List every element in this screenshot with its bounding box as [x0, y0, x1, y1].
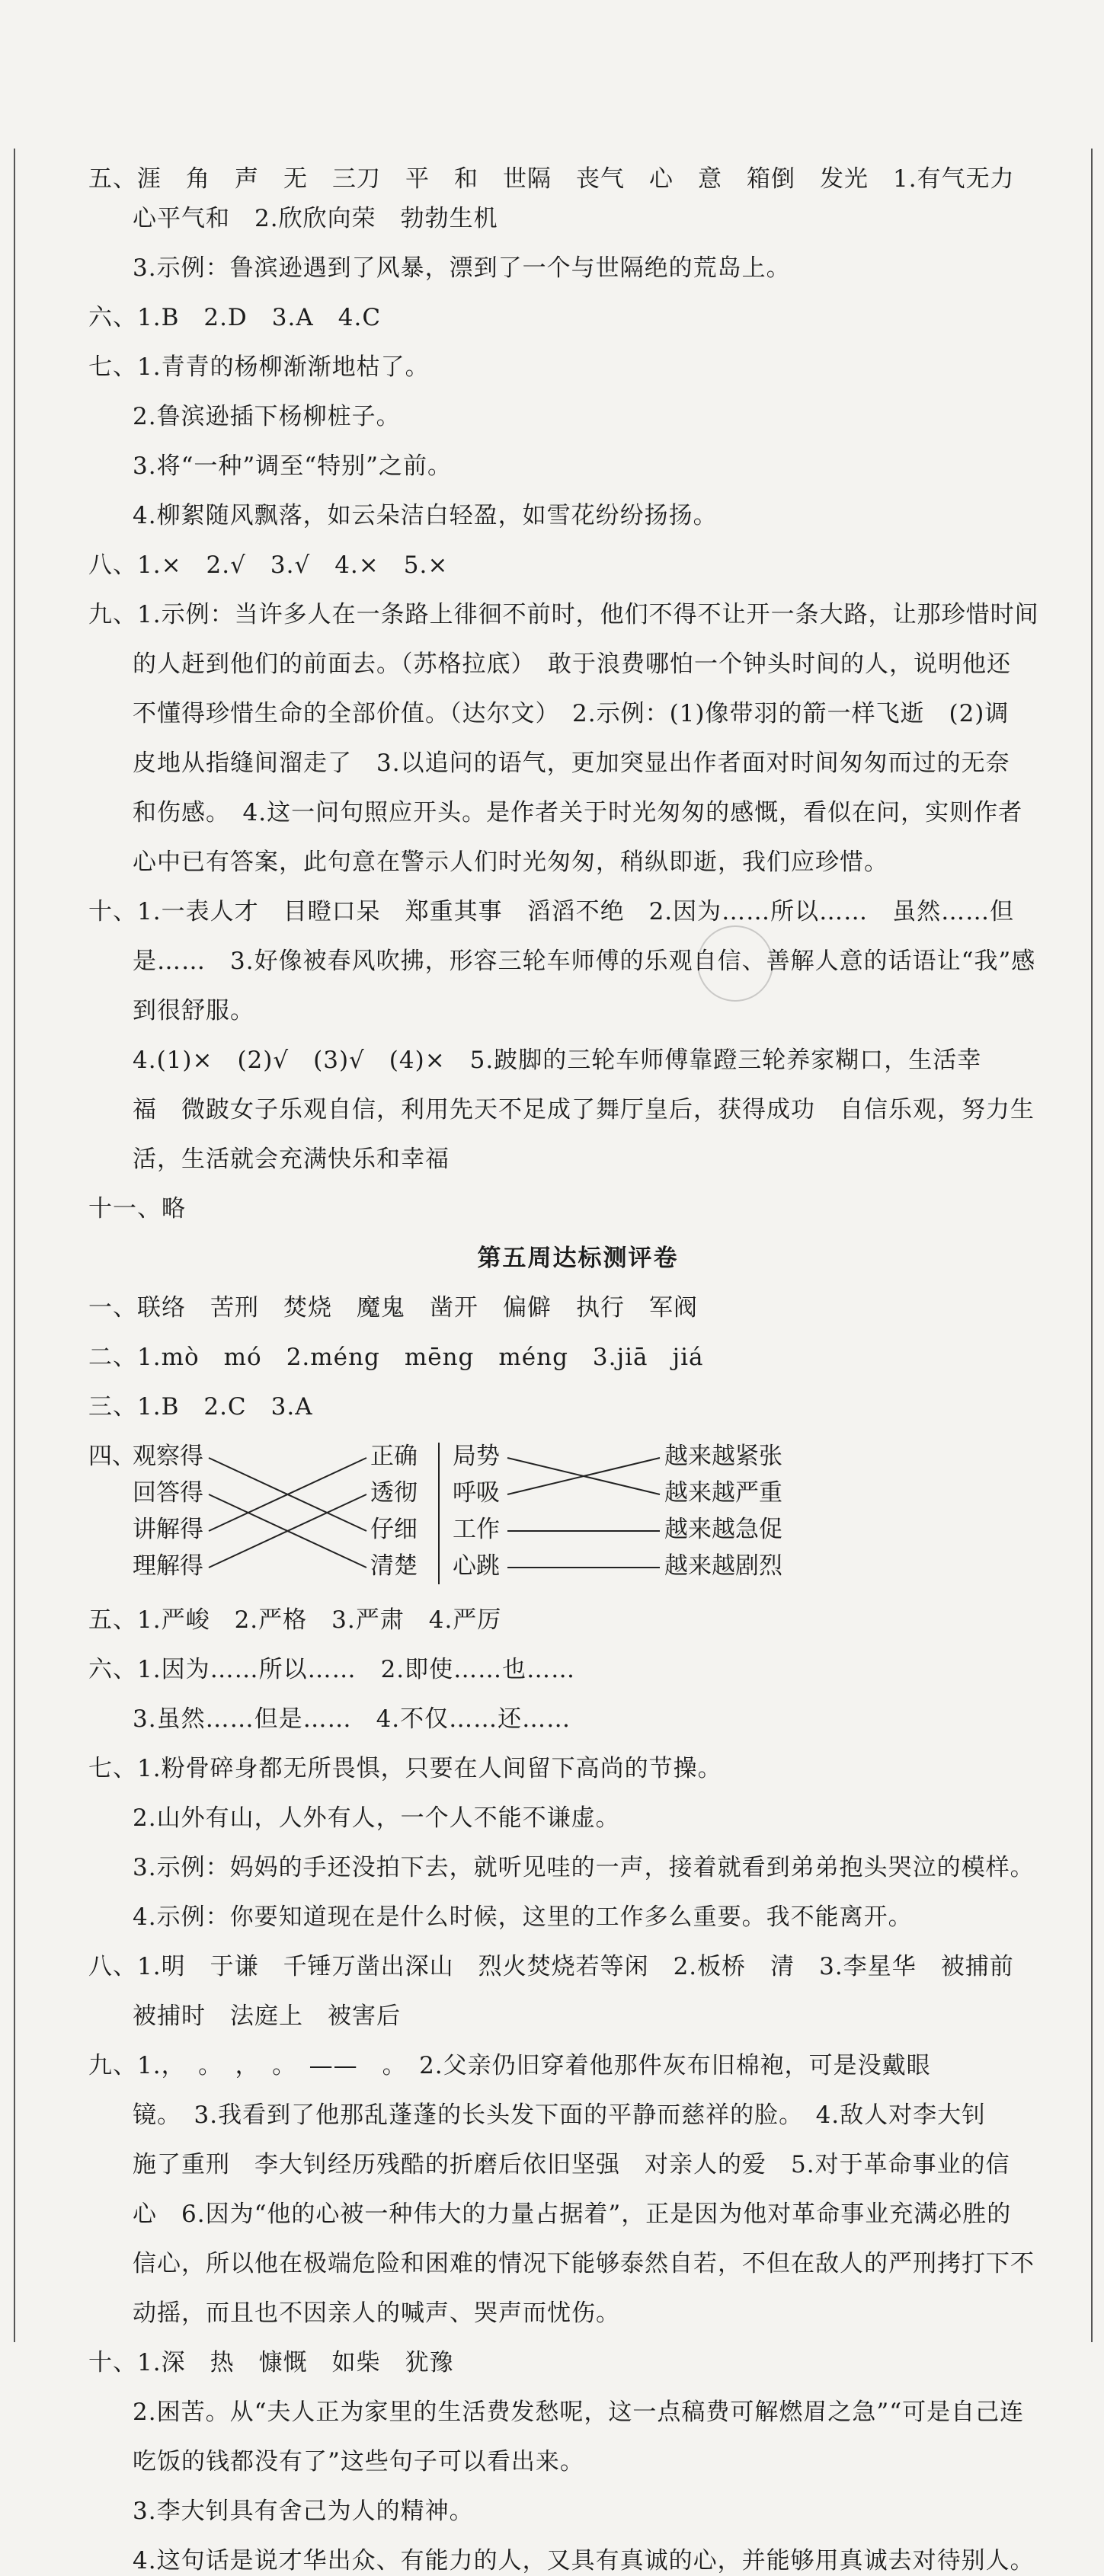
answer-line: 九、1.示例：当许多人在一条路上徘徊不前时，他们不得不让开一条大路，让那珍惜时间: [88, 601, 1039, 628]
answer-line: 七、1.粉骨碎身都无所畏惧，只要在人间留下高尚的节操。: [88, 1755, 722, 1782]
match-left-a-item: 观察得: [133, 1443, 203, 1470]
match-right-b-item: 越来越紧张: [664, 1443, 782, 1470]
match-right-b-item: 越来越急促: [664, 1516, 782, 1543]
answer-line: 七、1.青青的杨柳渐渐地枯了。: [88, 353, 430, 381]
match-right-a-item: 正确: [370, 1443, 418, 1470]
answer-line: 2.困苦。从“夫人正为家里的生活费发愁呢，这一点稿费可解燃眉之急”“可是自己连: [133, 2399, 1025, 2426]
left-border-line: [14, 149, 15, 2342]
answer-line: 心平气和 2.欣欣向荣 勃勃生机: [133, 205, 498, 232]
answer-line: 动摇，而且也不因亲人的喊声、哭声而忧伤。: [133, 2300, 620, 2327]
answer-line: 4.示例：你要知道现在是什么时候，这里的工作多么重要。我不能离开。: [133, 1903, 913, 1931]
answer-line: 镜。 3.我看到了他那乱蓬蓬的长头发下面的平静而慈祥的脸。 4.敌人对李大钊: [133, 2101, 987, 2129]
answer-line: 4.柳絮随风飘落，如云朵洁白轻盈，如雪花纷纷扬扬。: [133, 502, 718, 529]
answer-line: 十一、略: [88, 1195, 186, 1222]
answer-line: 不懂得珍惜生命的全部价值。（达尔文） 2.示例：(1)像带羽的箭一样飞逝 (2)调: [133, 700, 1010, 727]
answer-line: 3.示例：妈妈的手还没拍下去，就听见哇的一声，接着就看到弟弟抱头哭泣的模样。: [133, 1854, 1035, 1881]
answer-line: 和伤感。 4.这一问句照应开头。是作者关于时光匆匆的感慨，看似在问，实则作者: [133, 799, 1023, 826]
match-left-a-item: 回答得: [133, 1479, 203, 1507]
answer-line: 十、1.深 热 慷慨 如柴 犹豫: [88, 2349, 454, 2376]
match-right-a-item: 仔细: [370, 1516, 418, 1543]
answer-line: 施了重刑 李大钊经历残酷的折磨后依旧坚强 对亲人的爱 5.对于革命事业的信: [133, 2151, 1010, 2178]
section-title: 第五周达标测评卷: [477, 1245, 679, 1272]
answer-line: 八、1.× 2.√ 3.√ 4.× 5.×: [88, 551, 449, 579]
answer-line: 皮地从指缝间溜走了 3.以追问的语气，更加突显出作者面对时间匆匆而过的无奈: [133, 749, 1010, 777]
answer-line: 3.虽然……但是…… 4.不仅……还……: [133, 1705, 571, 1733]
answer-line: 是…… 3.好像被春风吹拂，形容三轮车师傅的乐观自信、善解人意的话语让“我”感: [133, 948, 1036, 975]
answer-line: 六、1.B 2.D 3.A 4.C: [88, 304, 382, 331]
answer-line: 4.(1)× (2)√ (3)√ (4)× 5.跛脚的三轮车师傅靠蹬三轮养家糊口，生活幸: [133, 1047, 982, 1074]
answer-line: 2.山外有山，人外有人，一个人不能不谦虚。: [133, 1804, 620, 1832]
match-right-a-item: 透彻: [370, 1479, 418, 1507]
answer-line: 2.鲁滨逊插下杨柳桩子。: [133, 403, 401, 430]
answer-line: 心中已有答案，此句意在警示人们时光匆匆，稍纵即逝，我们应珍惜。: [133, 849, 888, 876]
match-left-b-item: 呼吸: [453, 1479, 500, 1507]
match-left-b-item: 局势: [453, 1443, 500, 1470]
answer-line: 十、1.一表人才 目瞪口呆 郑重其事 滔滔不绝 2.因为……所以…… 虽然……但: [88, 898, 1015, 925]
answer-line: 3.将“一种”调至“特别”之前。: [133, 452, 452, 480]
answer-line: 到很舒服。: [133, 997, 254, 1024]
answer-line: 信心，所以他在极端危险和困难的情况下能够泰然自若，不但在敌人的严刑拷打下不: [133, 2250, 1035, 2277]
answer-line: 4.这句话是说才华出众、有能力的人，又具有真诚的心，并能够用真诚去对待别人。: [133, 2547, 1035, 2574]
answer-line: 三、1.B 2.C 3.A: [88, 1393, 313, 1421]
match-left-a-item: 讲解得: [133, 1516, 203, 1543]
answer-line: 被捕时 法庭上 被害后: [133, 2002, 401, 2030]
match-left-a-item: 理解得: [133, 1552, 203, 1580]
match-right-b-item: 越来越严重: [664, 1479, 782, 1507]
answer-line: 活，生活就会充满快乐和幸福: [133, 1146, 450, 1173]
answer-line: 八、1.明 于谦 千锤万凿出深山 烈火焚烧若等闲 2.板桥 清 3.李星华 被捕前: [88, 1953, 1014, 1980]
answer-line: 福 微跛女子乐观自信，利用先天不足成了舞厅皇后，获得成功 自信乐观，努力生: [133, 1096, 1035, 1123]
answer-line: 五、1.严峻 2.严格 3.严肃 4.严厉: [88, 1606, 502, 1634]
answer-line: 六、1.因为……所以…… 2.即使……也……: [88, 1656, 576, 1683]
match-right-b-item: 越来越剧烈: [664, 1552, 782, 1580]
answer-line: 的人赶到他们的前面去。（苏格拉底） 敢于浪费哪怕一个钟头时间的人，说明他还: [133, 650, 1011, 678]
match-right-a-item: 清楚: [370, 1552, 418, 1580]
answer-line: 二、1.mò mó 2.méng mēng méng 3.jiā jiá: [88, 1344, 704, 1371]
answer-line: 一、联络 苦刑 焚烧 魔鬼 凿开 偏僻 执行 军阀: [88, 1294, 698, 1322]
matching-label: 四、: [88, 1443, 136, 1470]
answer-line: 五、涯 角 声 无 三刀 平 和 世隔 丧气 心 意 箱倒 发光 1.有气无力: [88, 165, 1015, 193]
answer-line: 心 6.因为“他的心被一种伟大的力量占据着”，正是因为他对革命事业充满必胜的: [133, 2200, 1012, 2228]
answer-line: 九、1.， 。 ， 。 —— 。 2.父亲仍旧穿着他那件灰布旧棉袍，可是没戴眼: [88, 2052, 931, 2079]
answer-line: 吃饭的钱都没有了”这些句子可以看出来。: [133, 2448, 584, 2475]
answer-line: 3.示例：鲁滨逊遇到了风暴，漂到了一个与世隔绝的荒岛上。: [133, 254, 791, 282]
matching-lines: [88, 1441, 1067, 1593]
answer-line: 3.李大钊具有舍己为人的精神。: [133, 2498, 474, 2525]
right-border-line: [1091, 149, 1093, 2342]
match-left-b-item: 心跳: [453, 1552, 500, 1580]
match-left-b-item: 工作: [453, 1516, 500, 1543]
